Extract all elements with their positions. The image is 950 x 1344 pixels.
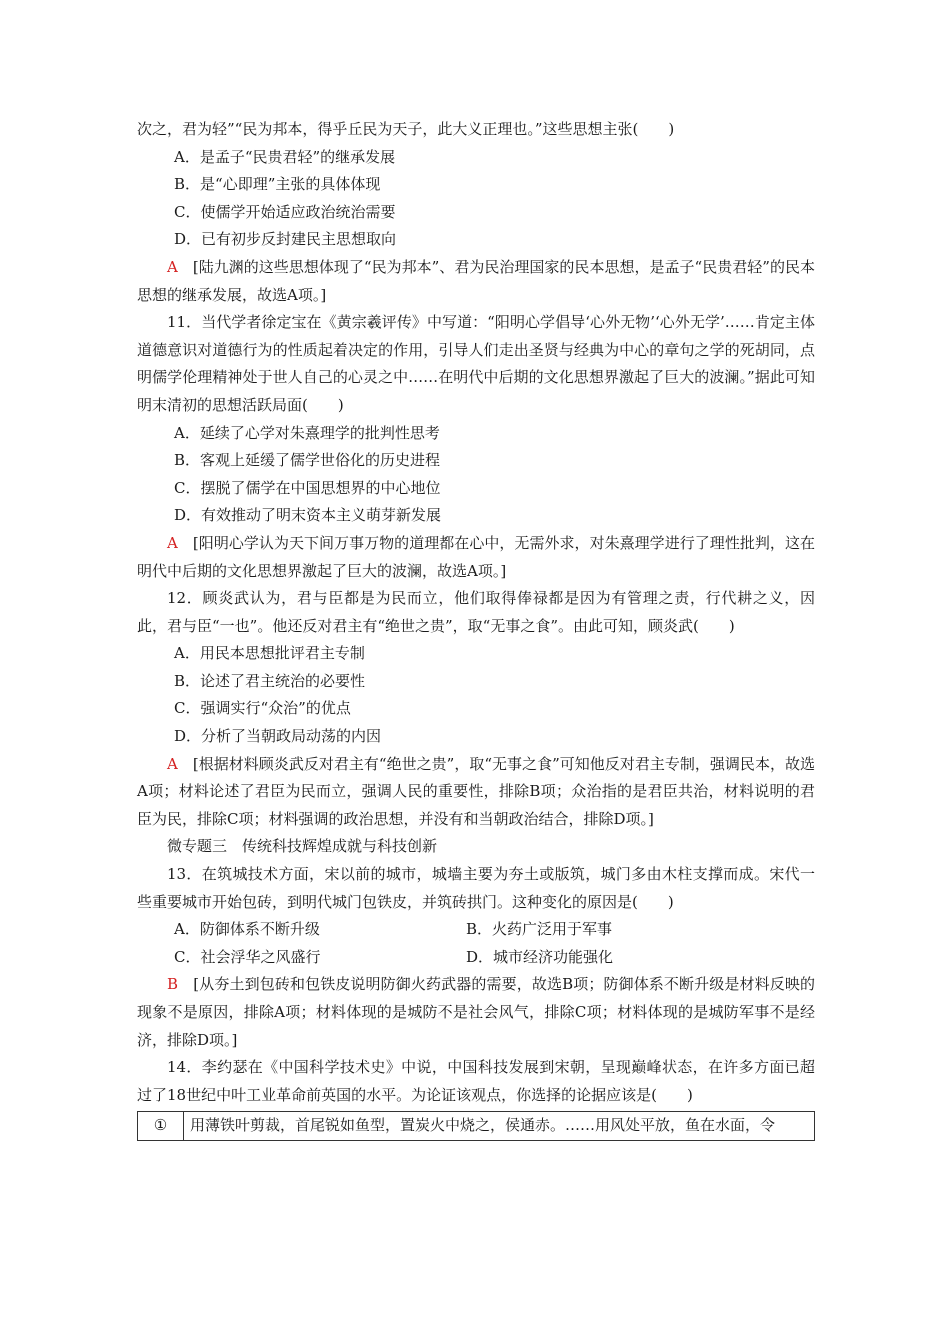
q10-option-b: B．是“心即理”主张的具体体现 [174,175,381,194]
q11-answer-block [137,530,815,585]
q11-explanation: [阳明心学认为天下间万事万物的道理都在心中，无需外求，对朱熹理学进行了理性批判，这在明代中后期的文化思想界激起了巨大的波澜，故选A项。] [137,533,815,580]
q11-option-c: C．摆脱了儒学在中国思想界的中心地位 [174,478,441,497]
q13-answer: B [167,975,179,994]
q11-option-d: D．有效推动了明末资本主义萌芽新发展 [174,506,442,525]
q11-stem: 11．当代学者徐定宝在《黄宗羲评传》中写道：“阳明心学倡导‘心外无物’‘心外无学’……肯定主体道德意识对道德行为的性质起着决定的作用，引导人们走出圣贤与经典为中心的章句之学的死胡同，点明儒学伦理精神处于世人自己的心灵之中……在明代中后期的文化思想界激起了巨大的波澜。”据此可知明末清初的思想活跃局面( ) [137,313,815,414]
q12-option-c: C．强调实行“众治”的优点 [174,699,351,718]
q13-options-row-1 [137,916,815,944]
q10-answer-block [137,254,815,309]
q14-stem: 14．李约瑟在《中国科学技术史》中说，中国科技发展到宋朝，呈现巅峰状态，在许多方面已超过了18世纪中叶工业革命前英国的水平。为论证该观点，你选择的论据应该是( ) [137,1058,815,1104]
q10-explanation: [陆九渊的这些思想体现了“民为邦本”、君为民治理国家的民本思想，是孟子“民贵君轻”的民本思想的继承发展，故选A项。] [137,257,815,304]
table-row [138,1112,815,1141]
table-row-number: ① [138,1112,184,1141]
q13-options-row-2 [137,944,815,972]
q11-answer: A [167,533,178,552]
q12-answer-block [137,751,815,834]
section-title: 微专题三 传统科技辉煌成就与科技创新 [167,837,438,856]
q13-option-c: C．社会浮华之风盛行 [174,947,321,966]
q10-stem-tail: 次之，君为轻”“民为邦本，得乎丘民为天子，此大义正理也。”这些思想主张( ) [137,120,675,138]
q13-option-b: B．火药广泛用于军事 [466,920,613,939]
q10-answer: A [167,257,178,276]
q11-option-b: B．客观上延缓了儒学世俗化的历史进程 [174,451,441,470]
q12-option-d: D．分析了当朝政局动荡的内因 [174,727,382,746]
table-row-text: 用薄铁叶剪裁，首尾锐如鱼型，置炭火中烧之，侯通赤。……用风处平放，鱼在水面，令 [184,1112,815,1141]
q12-option-a: A．用民本思想批评君主专制 [174,644,365,663]
q12-stem: 12．顾炎武认为，君与臣都是为民而立，他们取得俸禄都是因为有管理之责，行代耕之义，因此，君与臣“一也”。他还反对君主有“绝世之贵”，取“无事之食”。由此可知，顾炎武( ) [137,589,815,635]
q12-explanation: [根据材料顾炎武反对君主有“绝世之贵”，取“无事之食”可知他反对君主专制，强调民本，故选A项；材料论述了君臣为民而立，强调人民的重要性，排除B项；众治指的是君臣共治，材料说明的君臣为民，排除C项；材料强调的政治思想，并没有和当朝政治结合，排除D项。] [137,754,815,828]
q13-explanation: [从夯土到包砖和包铁皮说明防御火药武器的需要，故选B项；防御体系不断升级是材料反映的现象不是原因，排除A项；材料体现的是城防不是社会风气，排除C项；材料体现的是城防军事不是经济，排除D项。] [137,975,815,1049]
q13-option-a: A．防御体系不断升级 [174,920,320,939]
q10-option-d: D．已有初步反封建民主思想取向 [174,230,397,249]
q10-option-c: C．使儒学开始适应政治统治需要 [174,202,396,221]
q10-option-a: A．是孟子“民贵君轻”的继承发展 [174,147,396,166]
q12-option-b: B．论述了君主统治的必要性 [174,671,366,690]
q14-source-table [137,1111,815,1141]
q13-option-d: D．城市经济功能强化 [466,947,614,966]
document-page [137,116,815,1141]
q12-answer: A [167,754,178,773]
q11-option-a: A．延续了心学对朱熹理学的批判性思考 [174,423,440,442]
q13-stem: 13．在筑城技术方面，宋以前的城市，城墙主要为夯土或版筑，城门多由木柱支撑而成。宋代一些重要城市开始包砖，到明代城门包铁皮，并筑砖拱门。这种变化的原因是( ) [137,865,815,911]
q13-answer-block [137,971,815,1054]
